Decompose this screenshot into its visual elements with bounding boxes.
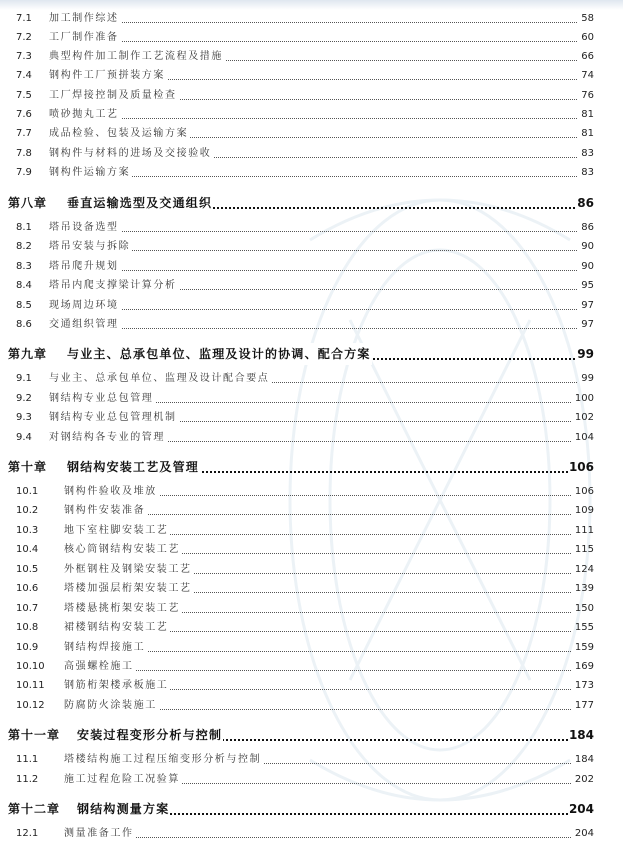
toc-entry-row[interactable] [0, 164, 623, 182]
toc-section-title: 塔楼结构施工过程压缩变形分析与控制 [64, 751, 263, 769]
toc-page-number: 99 [581, 373, 594, 384]
toc-section-number: 10.1 [16, 486, 39, 497]
toc-section-title: 测量准备工作 [64, 825, 136, 843]
toc-page-number: 104 [574, 432, 594, 443]
toc-entry-row[interactable] [0, 106, 623, 124]
toc-section-number: 10.11 [16, 680, 45, 691]
toc-entry-row[interactable] [0, 619, 623, 637]
toc-section-number: 8.3 [16, 261, 32, 272]
toc-entry-row[interactable] [0, 125, 623, 143]
toc-section-number: 7.9 [16, 167, 32, 178]
toc-section-title: 钢构件与材料的进场及交接验收 [49, 145, 213, 163]
toc-chapter-row[interactable] [0, 192, 623, 214]
toc-entry-row[interactable] [0, 297, 623, 315]
toc-entry-row[interactable] [0, 258, 623, 276]
toc-chapter-label: 第八章 [8, 196, 48, 210]
toc-section-title: 与业主、总承包单位、监理及设计配合要点 [49, 370, 271, 388]
toc-chapter-label: 第九章 [8, 347, 48, 361]
toc-chapter-row[interactable] [0, 343, 623, 365]
toc-chapter-title: 垂直运输选型及交通组织 [67, 192, 213, 214]
toc-section-title: 工厂制作准备 [49, 29, 121, 47]
toc-section-title: 典型构件加工制作工艺流程及措施 [49, 48, 225, 66]
toc-section-number: 7.7 [16, 128, 32, 139]
toc-entry-row[interactable] [0, 502, 623, 520]
toc-leader-dots [55, 270, 577, 271]
toc-chapter-title: 钢结构安装工艺及管理 [67, 456, 200, 478]
toc-section-title: 钢构件工厂预拼装方案 [49, 67, 167, 85]
toc-page-number: 177 [574, 700, 594, 711]
toc-section-title: 钢构件运输方案 [49, 164, 132, 182]
toc-entry-row[interactable] [0, 238, 623, 256]
toc-page-number: 204 [568, 802, 594, 816]
toc-leader-dots [55, 250, 577, 251]
toc-page-number: 60 [581, 32, 594, 43]
toc-entry-row[interactable] [0, 600, 623, 618]
toc-section-number: 10.5 [16, 564, 39, 575]
toc-section-number: 7.3 [16, 51, 32, 62]
toc-entry-row[interactable] [0, 751, 623, 769]
toc-section-number: 7.2 [16, 32, 32, 43]
toc-entry-row[interactable] [0, 87, 623, 105]
toc-section-number: 10.3 [16, 525, 39, 536]
toc-section-title: 防腐防火涂装施工 [64, 697, 159, 715]
toc-chapter-label: 第十章 [8, 460, 48, 474]
toc-entry-row[interactable] [0, 429, 623, 447]
toc-section-number: 8.5 [16, 300, 32, 311]
toc-entry-row[interactable] [0, 825, 623, 843]
toc-section-title: 高强螺栓施工 [64, 658, 136, 676]
toc-entry-row[interactable] [0, 145, 623, 163]
toc-section-title: 塔吊设备选型 [49, 219, 121, 237]
toc-chapter-label: 第十二章 [8, 802, 61, 816]
toc-entry-row[interactable] [0, 677, 623, 695]
toc-entry-row[interactable] [0, 48, 623, 66]
toc-section-number: 8.4 [16, 280, 32, 291]
toc-section-number: 8.6 [16, 319, 32, 330]
toc-section-title: 喷砂抛丸工艺 [49, 106, 121, 124]
toc-page-number: 106 [574, 486, 594, 497]
toc-section-number: 9.4 [16, 432, 32, 443]
toc-section-title: 核心筒钢结构安装工艺 [64, 541, 182, 559]
toc-page-number: 106 [568, 460, 594, 474]
toc-section-number: 10.7 [16, 603, 39, 614]
toc-page-number: 86 [581, 222, 594, 233]
toc-entry-row[interactable] [0, 277, 623, 295]
toc-entry-row[interactable] [0, 561, 623, 579]
toc-section-number: 9.2 [16, 393, 32, 404]
toc-entry-row[interactable] [0, 10, 623, 28]
toc-section-number: 10.2 [16, 505, 39, 516]
toc-entry-row[interactable] [0, 390, 623, 408]
toc-page-number: 58 [581, 13, 594, 24]
toc-section-title: 塔吊爬升规划 [49, 258, 121, 276]
toc-entry-row[interactable] [0, 771, 623, 789]
toc-section-number: 10.8 [16, 622, 39, 633]
toc-page-number: 99 [577, 347, 594, 361]
toc-section-title: 钢构件安装准备 [64, 502, 147, 520]
toc-page-number: 100 [574, 393, 594, 404]
toc-section-title: 成品检验、包装及运输方案 [49, 125, 190, 143]
toc-section-number: 10.6 [16, 583, 39, 594]
toc-section-title: 塔吊安装与拆除 [49, 238, 132, 256]
toc-leader-dots [55, 41, 577, 42]
toc-section-title: 裙楼钢结构安装工艺 [64, 619, 170, 637]
toc-entry-row[interactable] [0, 370, 623, 388]
toc-page-number: 76 [581, 90, 594, 101]
toc-page-number: 83 [581, 167, 594, 178]
toc-page-number: 159 [574, 642, 594, 653]
toc-section-title: 对钢结构各专业的管理 [49, 429, 167, 447]
toc-leader-dots [55, 118, 577, 119]
toc-leader-dots [55, 328, 577, 329]
toc-section-title: 钢结构焊接施工 [64, 639, 147, 657]
toc-chapter-row[interactable] [0, 724, 623, 746]
toc-page-number: 173 [574, 680, 594, 691]
toc-leader-dots [70, 670, 571, 671]
toc-page-number: 90 [581, 261, 594, 272]
toc-page-number: 97 [581, 300, 594, 311]
toc-chapter-label: 第十一章 [8, 728, 61, 742]
toc-entry-row[interactable] [0, 522, 623, 540]
toc-section-title: 塔吊内爬支撑梁计算分析 [49, 277, 179, 295]
toc-page-number: 111 [574, 525, 594, 536]
toc-section-number: 7.6 [16, 109, 32, 120]
toc-section-number: 11.2 [16, 774, 39, 785]
toc-section-number: 7.4 [16, 70, 32, 81]
top-shade [0, 0, 623, 10]
toc-section-title: 外框钢柱及钢梁安装工艺 [64, 561, 194, 579]
toc-entry-row[interactable] [0, 639, 623, 657]
toc-page-number: 74 [581, 70, 594, 81]
toc-section-number: 9.3 [16, 412, 32, 423]
toc-page-number: 124 [574, 564, 594, 575]
toc-section-number: 10.12 [16, 700, 45, 711]
toc-chapter-title: 与业主、总承包单位、监理及设计的协调、配合方案 [67, 343, 372, 365]
toc-page-number: 102 [574, 412, 594, 423]
toc-entry-row[interactable] [0, 67, 623, 85]
toc-section-number: 12.1 [16, 828, 39, 839]
toc-page-number: 202 [574, 774, 594, 785]
toc-page-number: 66 [581, 51, 594, 62]
toc-entry-row[interactable] [0, 580, 623, 598]
toc-entry-row[interactable] [0, 316, 623, 334]
toc-leader-dots [55, 176, 577, 177]
toc-section-title: 地下室柱脚安装工艺 [64, 522, 170, 540]
toc-page-number: 86 [577, 196, 594, 210]
toc-section-number: 10.4 [16, 544, 39, 555]
toc-entry-row[interactable] [0, 409, 623, 427]
toc-section-number: 9.1 [16, 373, 32, 384]
toc-section-number: 10.9 [16, 642, 39, 653]
toc-section-number: 10.10 [16, 661, 45, 672]
toc-section-title: 交通组织管理 [49, 316, 121, 334]
toc-page-number: 184 [568, 728, 594, 742]
toc-entry-row[interactable] [0, 483, 623, 501]
toc-section-title: 加工制作综述 [49, 10, 121, 28]
toc-section-number: 7.1 [16, 13, 32, 24]
toc-section-number: 11.1 [16, 754, 39, 765]
toc-leader-dots [55, 22, 577, 23]
toc-entry-row[interactable] [0, 541, 623, 559]
toc-section-number: 7.8 [16, 148, 32, 159]
toc-section-number: 8.1 [16, 222, 32, 233]
toc-page-number: 115 [574, 544, 594, 555]
toc-page-number: 139 [574, 583, 594, 594]
toc-leader-dots [55, 231, 577, 232]
toc-section-number: 7.5 [16, 90, 32, 101]
toc-page-number: 81 [581, 128, 594, 139]
toc-entry-row[interactable] [0, 697, 623, 715]
toc-chapter-title: 钢结构测量方案 [77, 798, 170, 820]
toc-section-title: 塔楼加强层桁架安装工艺 [64, 580, 194, 598]
toc-page-number: 83 [581, 148, 594, 159]
toc-page-number: 150 [574, 603, 594, 614]
toc-section-title: 工厂焊接控制及质量检查 [49, 87, 179, 105]
toc-page-number: 90 [581, 241, 594, 252]
toc-leader-dots [55, 309, 577, 310]
toc-entry-row[interactable] [0, 219, 623, 237]
toc-chapter-row[interactable] [0, 798, 623, 820]
toc-section-title: 钢结构专业总包管理 [49, 390, 155, 408]
toc-page-number: 155 [574, 622, 594, 633]
toc-page-number: 109 [574, 505, 594, 516]
toc-page-number: 97 [581, 319, 594, 330]
toc-section-title: 施工过程危险工况验算 [64, 771, 182, 789]
toc-chapter-title: 安装过程变形分析与控制 [77, 724, 223, 746]
toc-page-number: 184 [574, 754, 594, 765]
toc-section-title: 钢构件验收及堆放 [64, 483, 159, 501]
toc-page-number: 81 [581, 109, 594, 120]
toc-section-title: 现场周边环境 [49, 297, 121, 315]
toc-section-title: 钢结构专业总包管理机制 [49, 409, 179, 427]
toc-section-title: 钢筋桁架楼承板施工 [64, 677, 170, 695]
toc-section-number: 8.2 [16, 241, 32, 252]
toc-page-number: 204 [574, 828, 594, 839]
toc-section-title: 塔楼悬挑桁架安装工艺 [64, 600, 182, 618]
toc-entry-row[interactable] [0, 658, 623, 676]
toc-page-number: 169 [574, 661, 594, 672]
toc-entry-row[interactable] [0, 29, 623, 47]
toc-leader-dots [70, 837, 571, 838]
toc-page-number: 95 [581, 280, 594, 291]
toc-chapter-row[interactable] [0, 456, 623, 478]
